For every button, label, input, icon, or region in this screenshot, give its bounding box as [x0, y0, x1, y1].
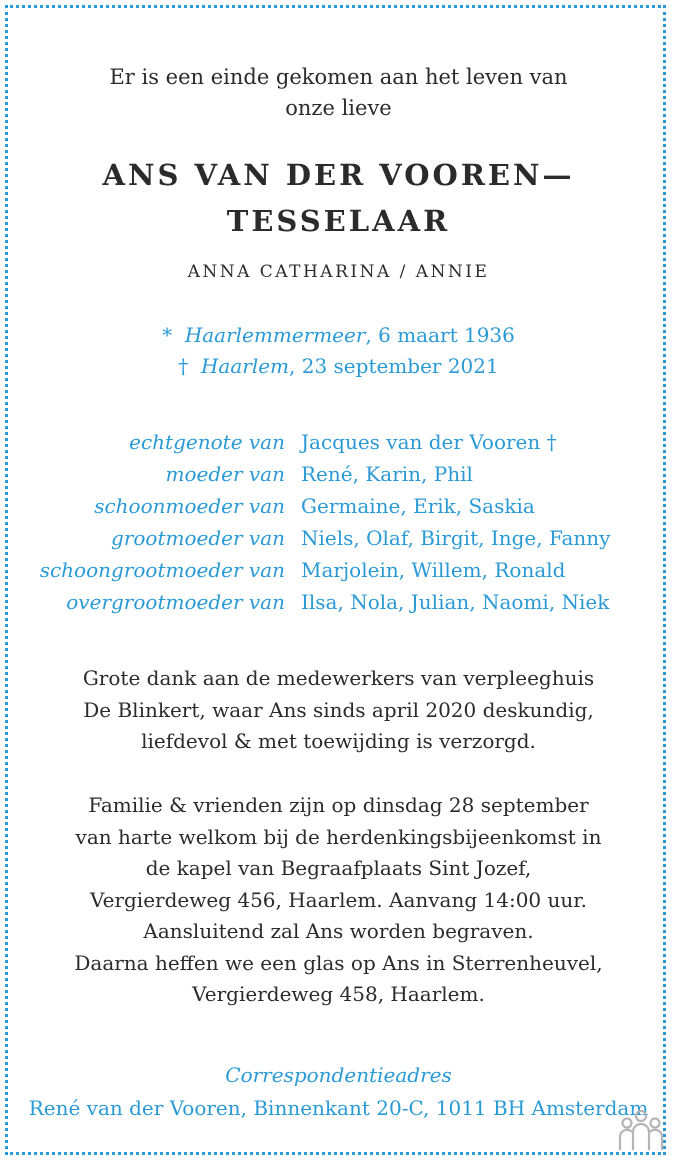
info-line: Daarna heffen we een glas op Ans in Sterrenheuvel, [74, 950, 603, 975]
birth-symbol: * [162, 323, 173, 347]
death-line [0, 351, 677, 382]
relation-value: Jacques van der Vooren † [301, 430, 557, 454]
relation-value: Ilsa, Nola, Julian, Naomi, Niek [301, 590, 610, 614]
relation-label: moeder van [165, 462, 285, 486]
relation-value: Niels, Olaf, Birgit, Inge, Fanny [301, 526, 611, 550]
relation-row [0, 586, 677, 618]
relation-label: overgrootmoeder van [66, 590, 285, 614]
relation-value: René, Karin, Phil [301, 462, 473, 486]
birth-line [0, 320, 677, 351]
name-line: TESSELAAR [226, 204, 451, 238]
relation-row [0, 458, 677, 490]
thanks-line: De Blinkert, waar Ans sinds april 2020 deskundig, [83, 697, 594, 722]
relation-label: schoonmoeder van [94, 494, 285, 518]
relation-row [0, 554, 677, 586]
deceased-name [0, 152, 677, 244]
intro-line: onze lieve [285, 96, 392, 120]
life-dates [0, 320, 677, 382]
intro-text [0, 62, 677, 124]
info-line: de kapel van Begraafplaats Sint Jozef, [145, 856, 532, 880]
thanks-text [0, 663, 677, 758]
birth-date: , 6 maart 1936 [365, 323, 515, 347]
relation-row [0, 522, 677, 554]
given-names: ANNA CATHARINA / ANNIE [187, 262, 490, 282]
info-line: van harte welkom bij de herdenkingsbijeenkomst in [75, 824, 602, 849]
thanks-line: Grote dank aan de medewerkers van verpleeghuis [82, 666, 595, 690]
relation-row [0, 490, 677, 522]
relation-label: grootmoeder van [111, 526, 285, 550]
correspondence-label: Correspondentieadres [225, 1063, 452, 1087]
birth-place: Haarlemmermeer [184, 323, 366, 347]
relation-label: schoongrootmoeder van [39, 558, 285, 582]
people-group-icon [617, 1108, 665, 1152]
death-symbol: † [178, 354, 189, 378]
relation-value: Germaine, Erik, Saskia [301, 494, 535, 518]
name-line: ANS VAN DER VOOREN— [102, 158, 575, 192]
info-line: Aansluitend zal Ans worden begraven. [143, 919, 534, 943]
death-place: Haarlem [200, 354, 290, 378]
relation-value: Marjolein, Willem, Ronald [301, 558, 566, 582]
info-line: Vergierdeweg 458, Haarlem. [192, 982, 485, 1006]
relations-list [0, 426, 677, 618]
thanks-line: liefdevol & met toewijding is verzorgd. [141, 729, 536, 753]
relation-row [0, 426, 677, 458]
relation-label: echtgenote van [129, 430, 285, 454]
info-line: Familie & vrienden zijn op dinsdag 28 september [88, 793, 589, 817]
death-date: , 23 september 2021 [289, 354, 499, 378]
ceremony-info [0, 790, 677, 1011]
info-line: Vergierdeweg 456, Haarlem. Aanvang 14:00 uur. [90, 887, 587, 912]
correspondence-address: René van der Vooren, Binnenkant 20-C, 1011 BH Amsterdam [28, 1096, 649, 1120]
intro-line: Er is een einde gekomen aan het leven van [109, 65, 568, 89]
